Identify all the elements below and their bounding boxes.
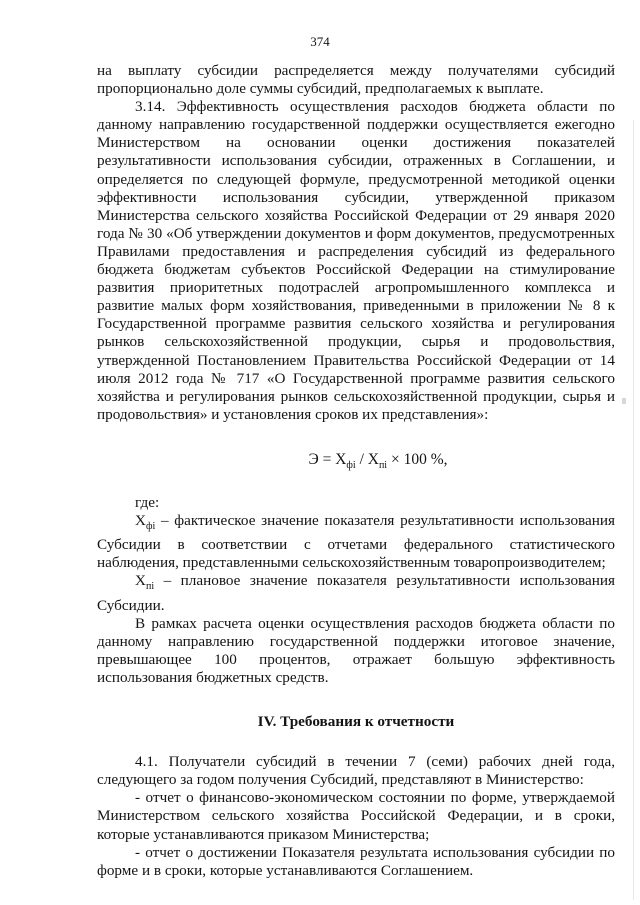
formula-subscript-plan: пi — [378, 459, 388, 471]
definition-plan — [97, 572, 615, 614]
def-fact-text: – фактическое значение показателя результативности использования Субсидии в соответствии с отчетами федерального статистического наблюдения, представленными сельскохозяйственным товаропроизводителем; — [97, 512, 615, 572]
paragraph-4-1: 4.1. Получатели субсидий в течении 7 (семи) рабочих дней года, следующего за годом получения Субсидий, представляют в Министерство: — [97, 753, 615, 789]
paragraph-evaluation: В рамках расчета оценки осуществления расходов бюджета области по данному направлению государственной поддержки итоговое значение, превышающее 100 процентов, отражает большую эффективность использования бюджетных средств. — [97, 614, 615, 686]
paragraph-3-14: 3.14. Эффективность осуществления расходов бюджета области по данному направлению государственной поддержки осуществляется ежегодно Министерством на основании оценки достижения показателей результативности использования субсидии, отраженных в Соглашении, и определяется по следующей формуле, предусмотренной методикой оценки эффективности использования субсидии, утвержденной приказом Министерства сельского хозяйства Российской Федерации от 29 января 2020 года № 30 «Об утверждении документов и форм документов, предусмотренных Правилами предоставления и распределения субсидий из федерального бюджета бюджетам субъектов Российской Федерации на стимулирование развития приоритетных подотраслей агропромышленного комплекса и развитие малых форм хозяйствования, приведенными в приложении № 8 к Государственной программе развития сельского хозяйства и регулирования рынков сельскохозяйственной продукции, сырья и продовольствия, утвержденной Постановлением Правительства Российской Федерации от 14 июля 2012 года № 717 «О Государственной программе развития сельского хозяйства и регулирования рынков сельскохозяйственной продукции, сырья и продовольствия» и установления сроков их представления»: — [97, 98, 615, 423]
page-number: 374 — [310, 34, 330, 49]
document-body — [97, 62, 615, 880]
list-item-indicator-report: - отчет о достижении Показателя результата использования субсидии по форме и в сроки, которые устанавливаются Соглашением. — [97, 843, 615, 879]
def-fact-subscript: фi — [145, 521, 156, 533]
formula-lhs: Э = Х — [308, 450, 347, 468]
def-plan-subscript: пi — [145, 581, 155, 593]
definition-fact — [97, 512, 615, 572]
section-title: IV. Требования к отчетности — [257, 713, 455, 731]
where-label: где: — [135, 494, 160, 512]
def-fact-symbol: Х — [135, 512, 146, 530]
formula-subscript-fact: фi — [346, 459, 356, 471]
efficiency-formula — [141, 451, 615, 475]
scan-mark — [622, 398, 626, 404]
paragraph-continuation: на выплату субсидии распределяется между получателями субсидий пропорционально доле суммы субсидий, предполагаемых к выплате. — [97, 62, 615, 98]
def-plan-text: – плановое значение показателя результативности использования Субсидии. — [97, 572, 615, 614]
formula-rhs: × 100 %, — [387, 450, 448, 468]
formula-divider: / Х — [355, 450, 379, 468]
list-item-financial-report: - отчет о финансово-экономическом состоянии по форме, утверждаемой Министерством сельского хозяйства Российской Федерации, и в сроки, которые устанавливаются приказом Министерства; — [97, 789, 615, 843]
scan-edge — [633, 120, 634, 900]
def-plan-symbol: Х — [135, 572, 146, 590]
